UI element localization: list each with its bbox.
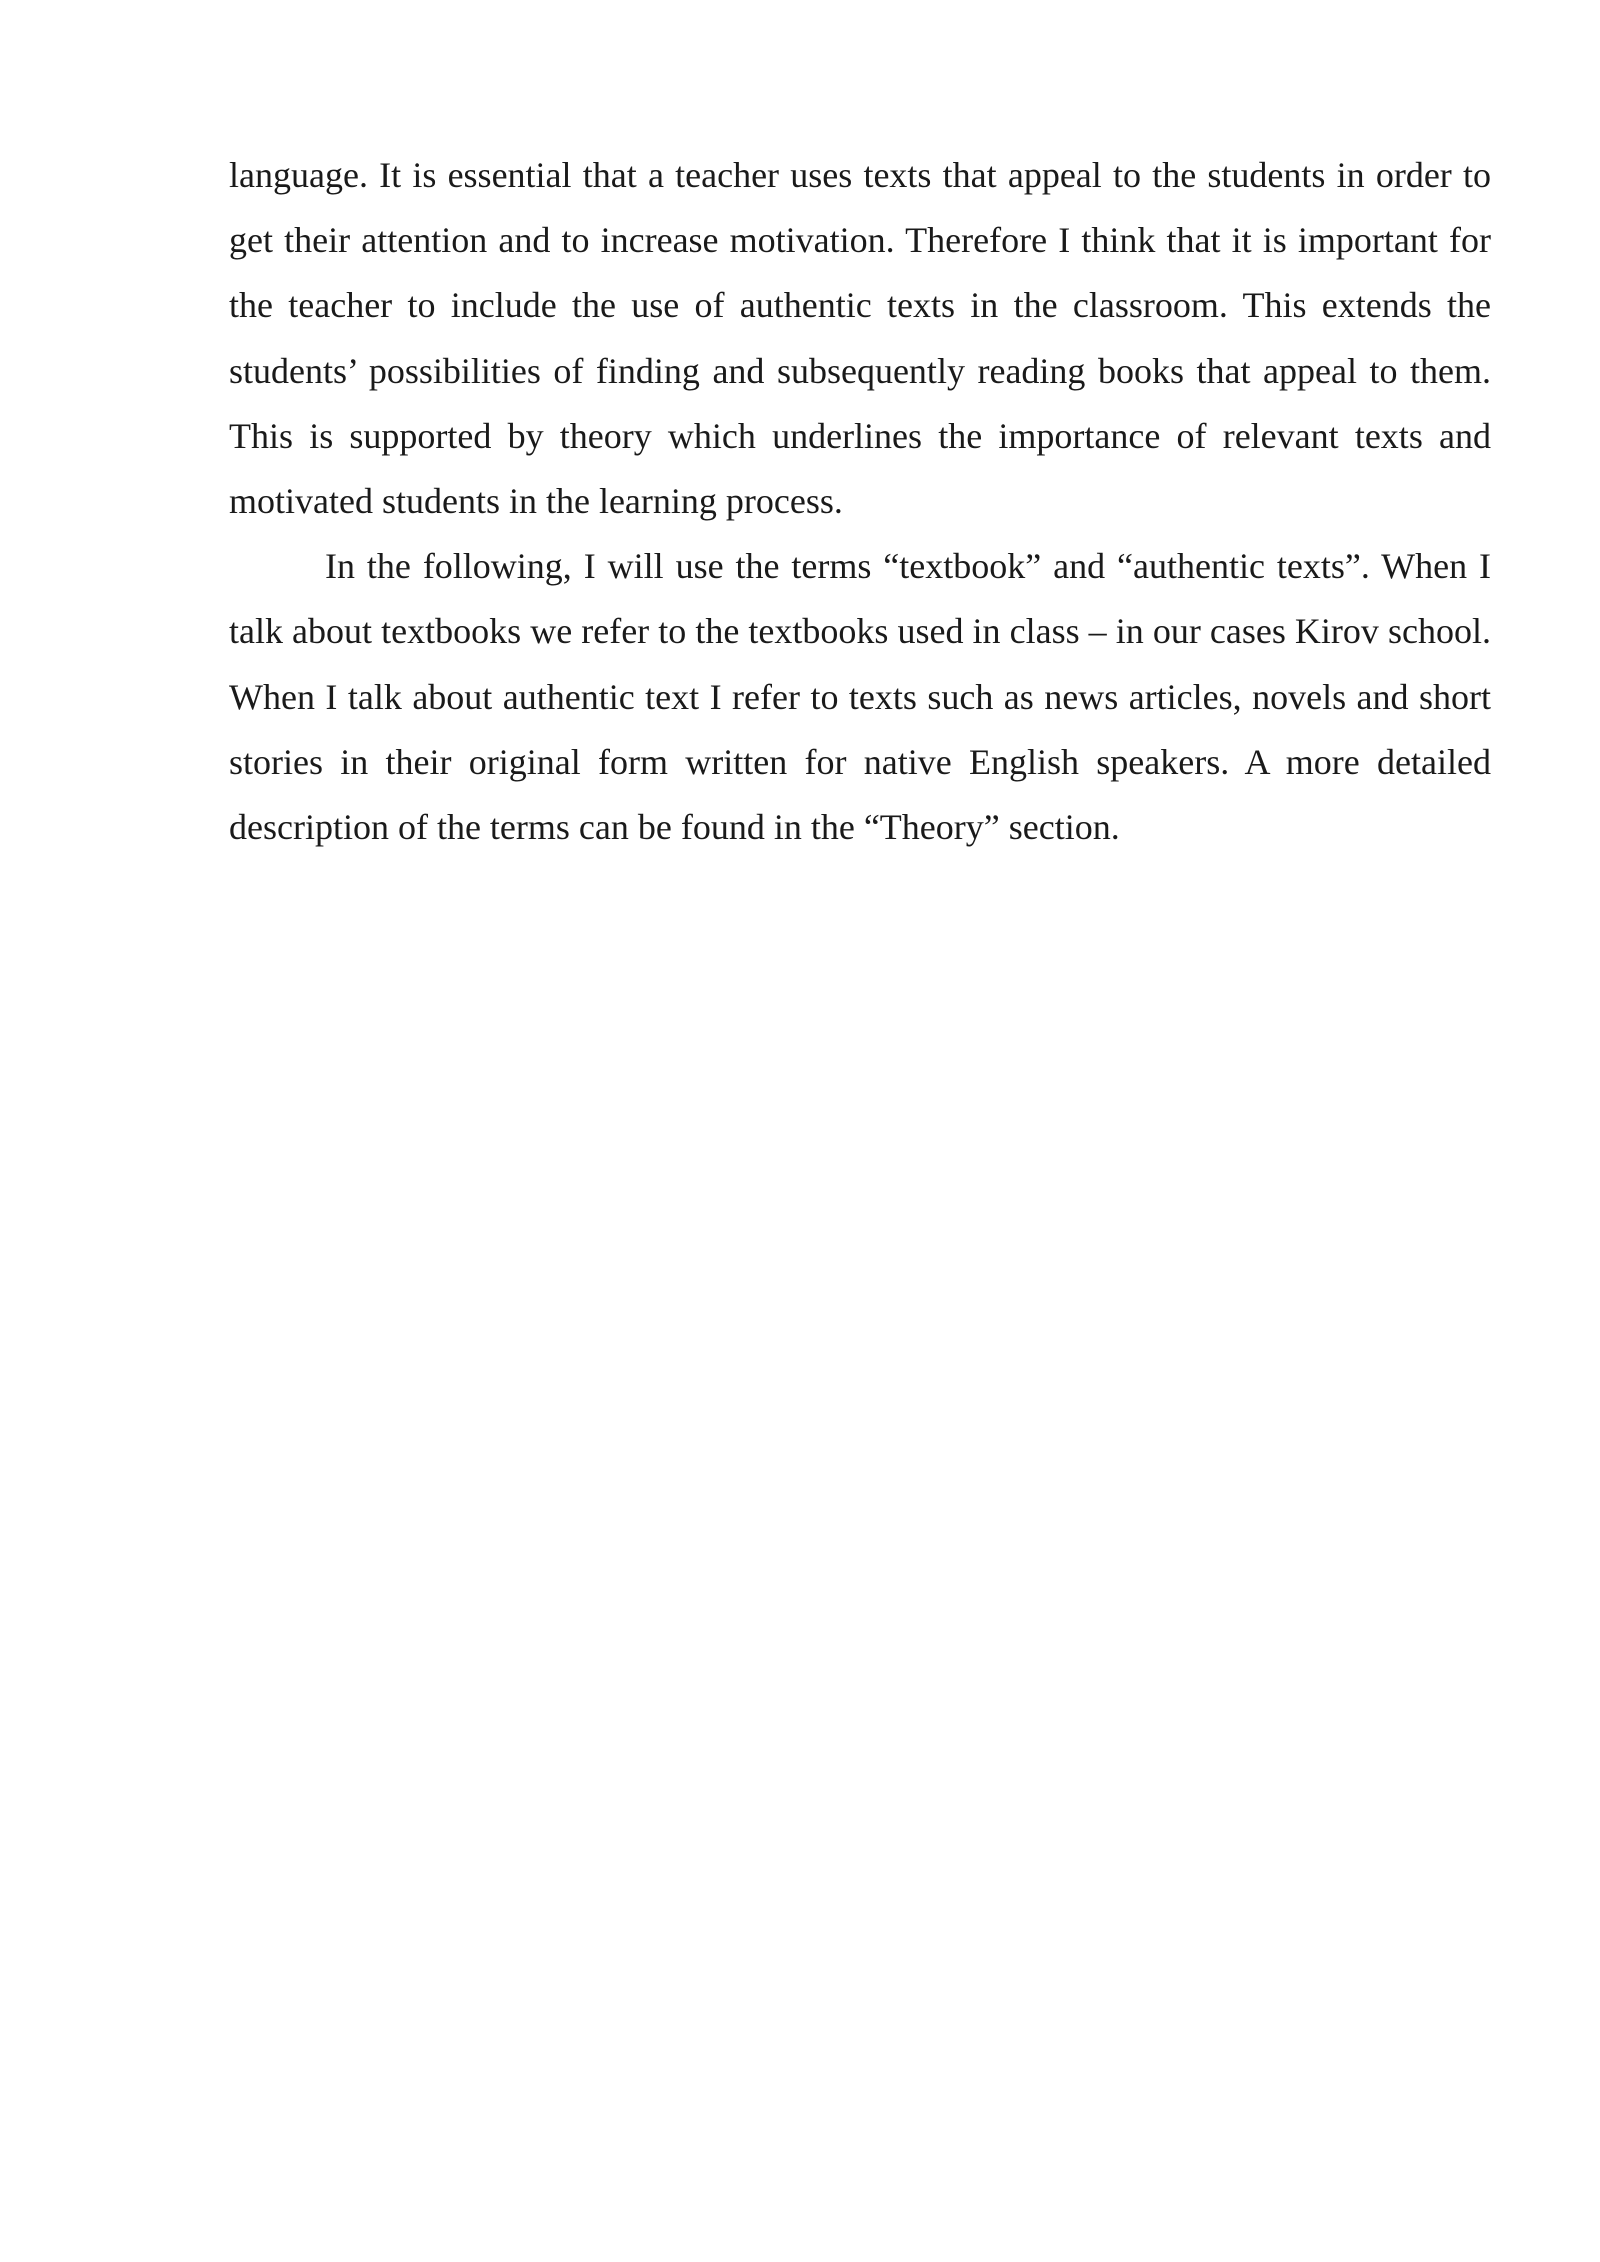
paragraph-continuation: language. It is essential that a teacher uses texts that appeal to the students in order to get their attention and to increase motivation. Therefore I think that it is important for the teacher to include the use of authentic texts in the classroom. This extends the students’ possibilities of finding and subsequently reading books that appeal to them. This is supported by theory which underlines the importance of relevant texts and motivated students in the learning process. — [229, 155, 1491, 522]
body-text — [229, 143, 1491, 860]
paragraph-terms-definition: In the following, I will use the terms “textbook” and “authentic texts”. When I talk about textbooks we refer to the textbooks used in class – in our cases Kirov school. When I talk about authentic text I refer to texts such as news articles, novels and short stories in their original form written for native English speakers. A more detailed description of the terms can be found in the “Theory” section. — [229, 546, 1491, 848]
